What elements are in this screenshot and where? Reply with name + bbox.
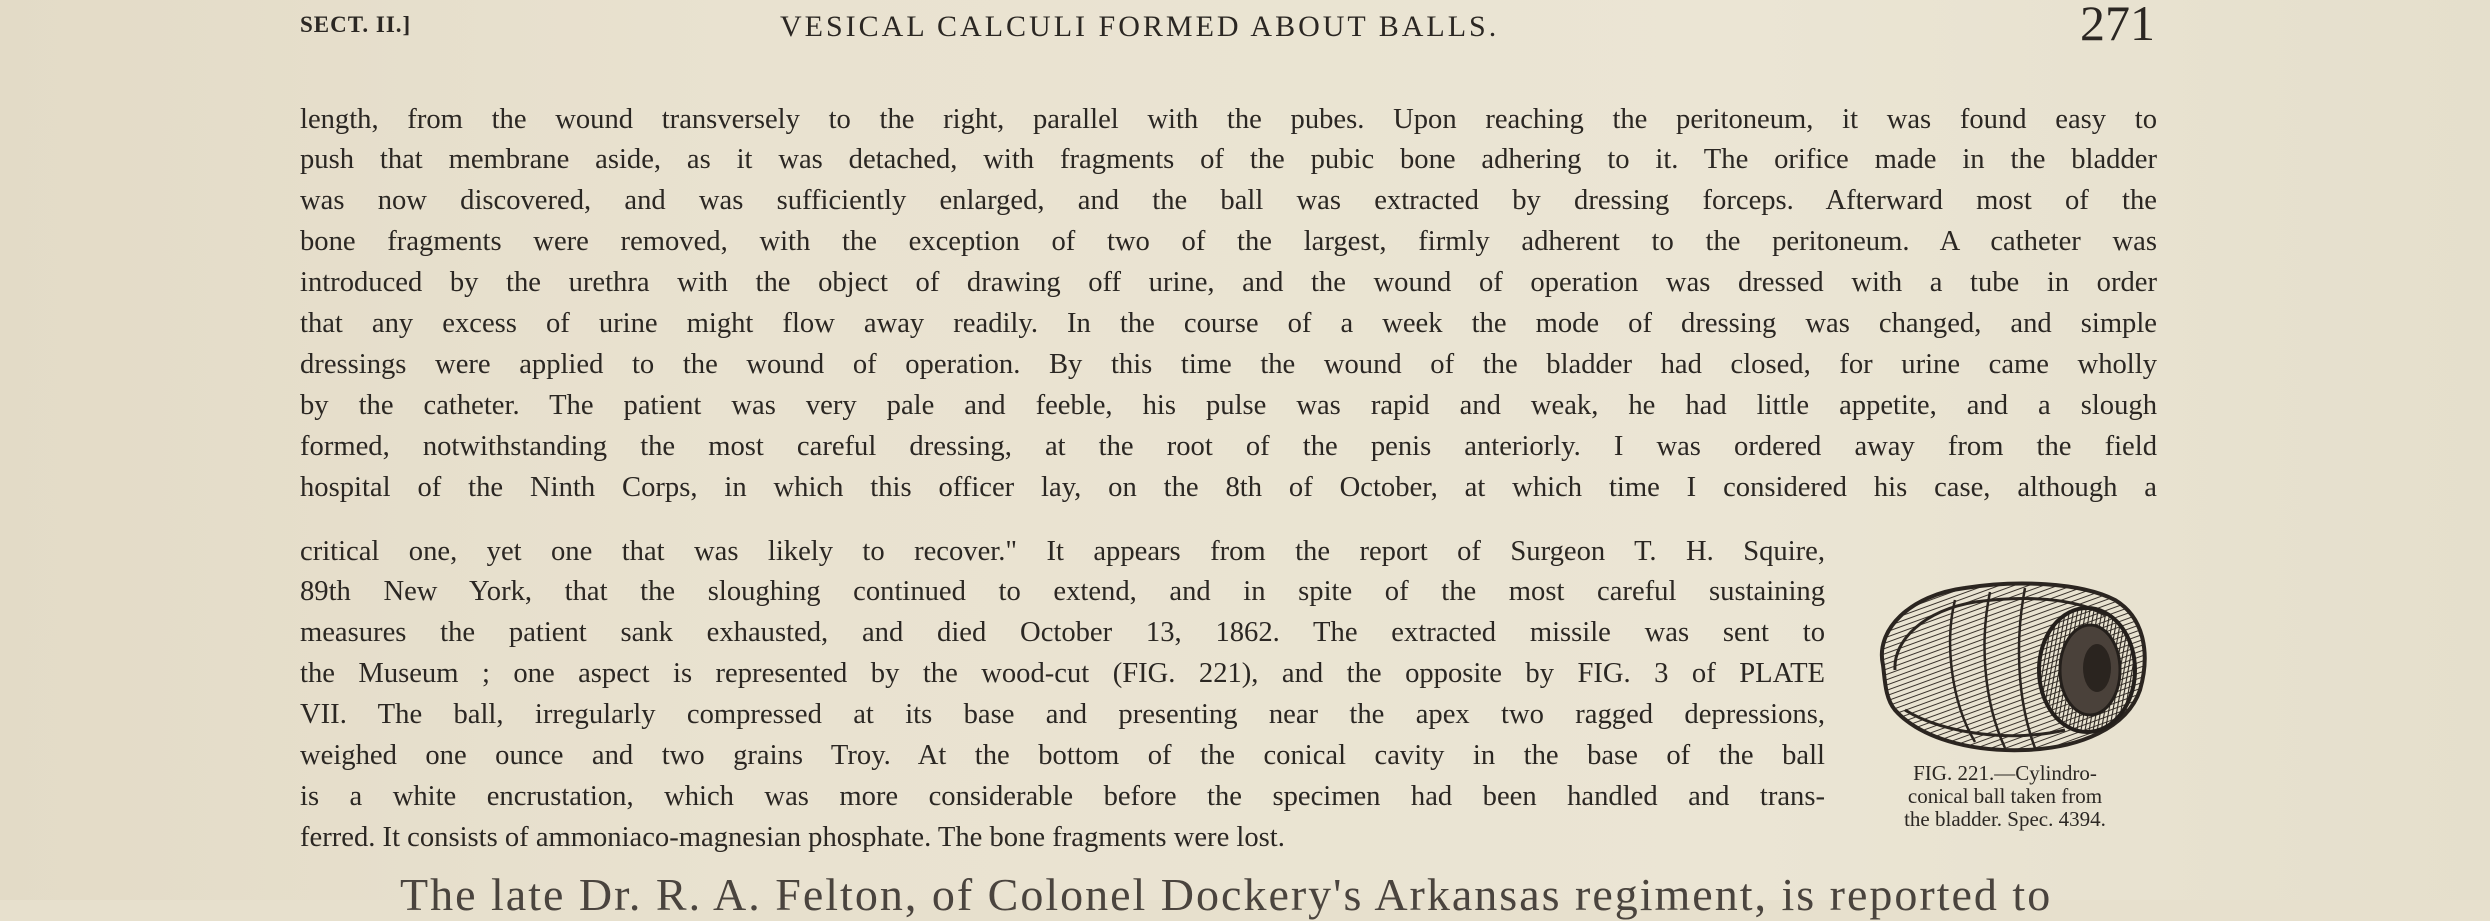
text-line: is a white encrustation, which was more considerable before the specimen had been handled and trans- <box>300 781 1825 812</box>
next-paragraph-start: The late Dr. R. A. Felton, of Colonel Dockery's Arkansas regiment, is reported to <box>400 869 2053 920</box>
running-title: VESICAL CALCULI FORMED ABOUT BALLS. <box>780 10 1500 43</box>
text-line: the Museum ; one aspect is represented by the wood-cut (FIG. 221), and the opposite by FIG. 3 of PLATE <box>300 658 1825 689</box>
figure-221 <box>1855 570 2155 870</box>
text-line: 89th New York, that the sloughing continued to extend, and in spite of the most careful sustaining <box>300 576 1825 607</box>
caption-line: the bladder. Spec. 4394. <box>1904 807 2106 831</box>
text-line: push that membrane aside, as it was detached, with fragments of the pubic bone adhering to it. The orifice made in the bladder <box>300 144 2157 175</box>
text-line: was now discovered, and was sufficiently enlarged, and the ball was extracted by dressing forceps. Afterward most of the <box>300 185 2157 216</box>
text-line: that any excess of urine might flow away readily. In the course of a week the mode of dressing was changed, and simple <box>300 308 2157 339</box>
section-label: SECT. II.] <box>300 12 412 37</box>
text-line: bone fragments were removed, with the exception of two of the largest, firmly adherent to the peritoneum. A catheter was <box>300 226 2157 257</box>
text-line: introduced by the urethra with the object of drawing off urine, and the wound of operation was dressed with a tube in order <box>300 267 2157 298</box>
text-line: weighed one ounce and two grains Troy. At the bottom of the conical cavity in the base of the ball <box>300 740 1825 771</box>
cylindro-conical-ball-icon <box>1865 570 2150 755</box>
text-line: dressings were applied to the wound of operation. By this time the wound of the bladder had closed, for urine came wholly <box>300 349 2157 380</box>
text-line: critical one, yet one that was likely to recover." It appears from the report of Surgeon T. H. Squire, <box>300 536 1825 567</box>
running-header <box>300 0 2160 60</box>
text-line: ferred. It consists of ammoniaco-magnesian phosphate. The bone fragments were lost. <box>300 822 1285 853</box>
text-line: hospital of the Ninth Corps, in which this officer lay, on the 8th of October, at which time I considered his case, although a <box>300 472 2157 503</box>
text-line: length, from the wound transversely to the right, parallel with the pubes. Upon reaching the peritoneum, it was found easy to <box>300 104 2157 135</box>
text-line: formed, notwithstanding the most careful dressing, at the root of the penis anteriorly. I was ordered away from the field <box>300 431 2157 462</box>
caption-line: FIG. 221.—Cylindro- <box>1913 761 2097 785</box>
caption-line: conical ball taken from <box>1907 784 2103 808</box>
text-line: measures the patient sank exhausted, and died October 13, 1862. The extracted missile was sent to <box>300 617 1825 648</box>
page-number: 271 <box>2080 0 2155 51</box>
figure-caption <box>1855 762 2155 831</box>
text-line: VII. The ball, irregularly compressed at its base and presenting near the apex two ragged depressions, <box>300 699 1825 730</box>
text-line: by the catheter. The patient was very pale and feeble, his pulse was rapid and weak, he had little appetite, and a slough <box>300 390 2157 421</box>
